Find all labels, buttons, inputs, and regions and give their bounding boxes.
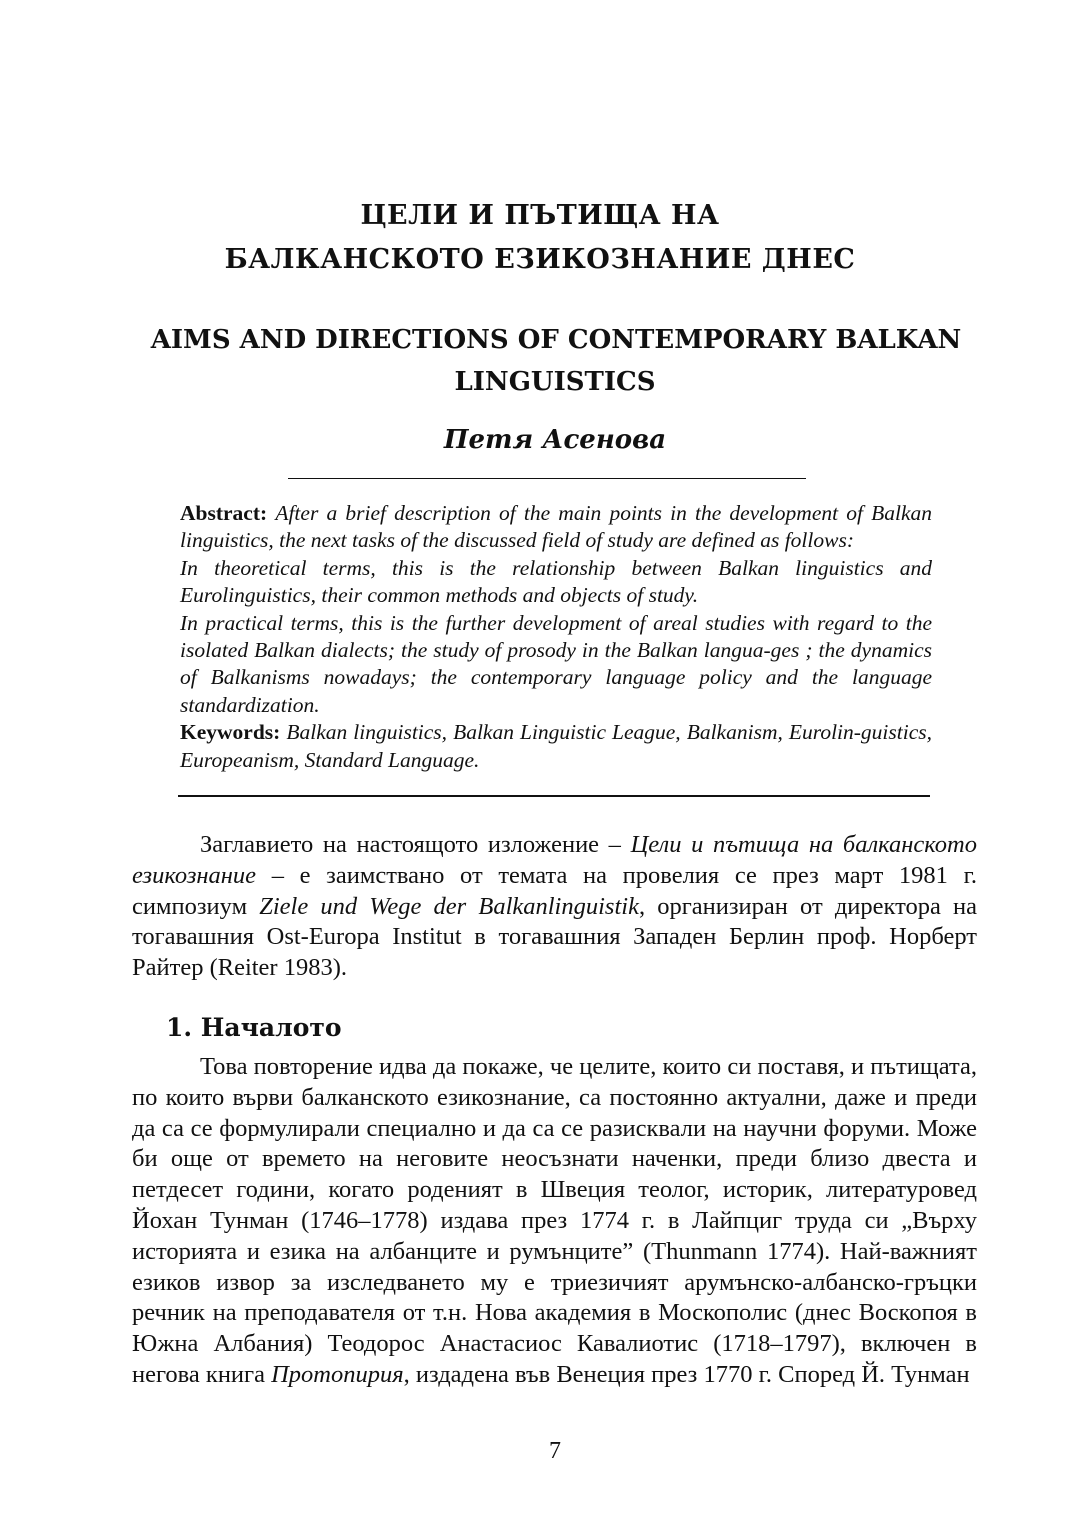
- author-name: Петя Асенова: [443, 425, 667, 455]
- keywords-label: Keywords:: [180, 720, 281, 745]
- keywords-text: Balkan linguistics, Balkan Linguistic League, Balkanism, Eurolin-guistics, Europeanism, Standard Language.: [180, 720, 932, 772]
- intro-text-2: – е заимствано от темата на провелия се през март 1981 г. симпозиум: [132, 861, 977, 920]
- section-paragraph: [132, 1052, 977, 1391]
- abstract-paragraph-3: In practical terms, this is the further development of areal studies with regard to the isolated Balkan dialects; the study of prosody in the Balkan langua-ges ; the dynamics of Balkanisms nowadays; the contemporary language policy and the language standardization.: [180, 610, 932, 717]
- intro-italic-symposium: Ziele und Wege der Balkanlinguistik: [259, 892, 639, 920]
- section-text-2: , издадена във Венеция през 1770 г. Според Й. Тунман: [403, 1360, 970, 1388]
- abstract-block: [180, 500, 932, 774]
- intro-paragraph: [132, 830, 977, 984]
- bottom-divider: [178, 795, 930, 797]
- keywords-paragraph: [180, 719, 932, 774]
- top-divider: [288, 478, 806, 479]
- intro-text-3: , организиран от директора на тогавашния Ost-Europa Institut в тогавашния Западен Берлин проф. Норберт Райтер (Reiter 1983).: [132, 892, 977, 982]
- title-bulgarian-line-2: БАЛКАНСКОТО ЕЗИКОЗНАНИЕ ДНЕС: [224, 244, 856, 275]
- section-italic-book: Протопирия: [271, 1360, 404, 1388]
- title-english-line-2: LINGUISTICS: [454, 367, 656, 397]
- section-text-1: Това повторение идва да покаже, че целите, които си поставя, и пътищата, по които върви балканското езикознание, са постоянно актуални, даже и преди да са се формулирали специално и да са се разисквали на научни форуми. Може би още от времето на неговите неосъзнати наченки, преди близо двеста и петдесет години, когато роденият в Швеция теолог, историк, литературовед Йохан Тунман (1746–1778) издава през 1774 г. в Лайпциг труда си „Върху историята и езика на албанците и румънците” (Thunmann 1774). Най-важният езиков извор за изследването му е триезичият арумънско-албанско-гръцки речник на преподавателя от т.н. Нова академия в Москополис (днес Воскопоя в Южна Албания) Теодорос Анастасиос Кавалиотис (1718–1797), включен в негова книга: [132, 1053, 977, 1388]
- intro-text-1: Заглавието на настоящото изложение –: [200, 831, 631, 858]
- abstract-paragraph-2: In theoretical terms, this is the relationship between Balkan linguistics and Eurolinguistics, their common methods and objects of study.: [180, 555, 932, 608]
- intro-italic-title: Цели и пътища на балканското езикознание: [132, 831, 977, 889]
- title-bulgarian-line-1: ЦЕЛИ И ПЪТИЩА НА: [360, 200, 720, 231]
- abstract-label: Abstract:: [180, 501, 268, 525]
- page-number: 7: [549, 1438, 561, 1464]
- abstract-text-1: After a brief description of the main points in the development of Balkan linguistics, the next tasks of the discussed field of study are defined as follows:: [180, 501, 932, 553]
- section-heading: 1. Началото: [166, 1013, 342, 1042]
- abstract-paragraph-1: [180, 500, 932, 555]
- title-english-line-1: AIMS AND DIRECTIONS OF CONTEMPORARY BALKAN: [150, 325, 962, 355]
